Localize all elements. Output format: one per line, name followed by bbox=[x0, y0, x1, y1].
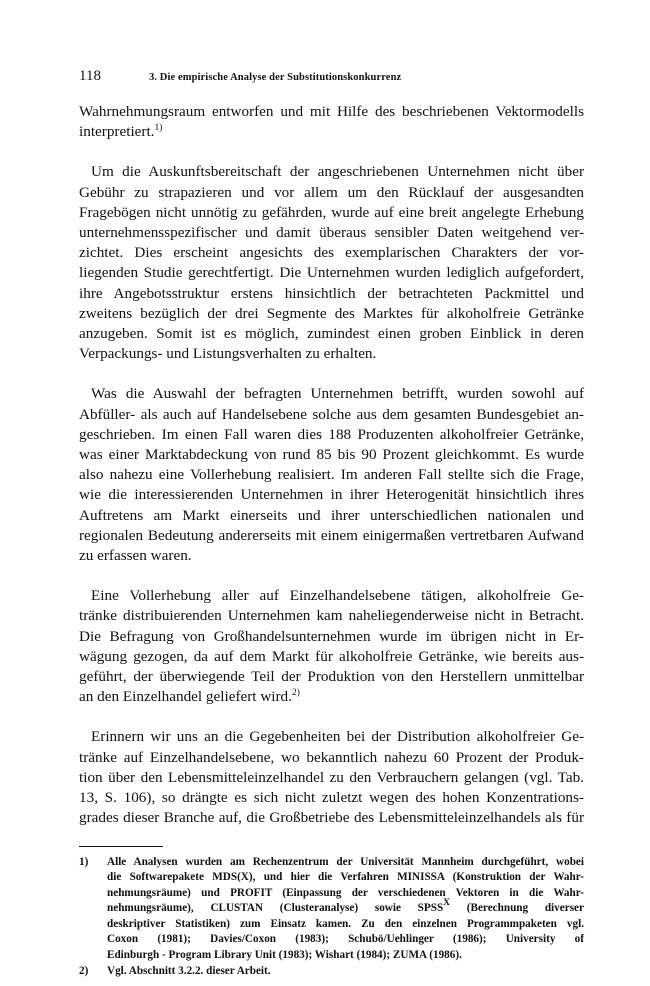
text-line: wägung gezogen, da auf dem Markt für alkoholfreie Getränke, wie bereits aus- bbox=[79, 647, 584, 665]
footnote-line: nehmungsräume) und PROFIT (Einpassung der verschiedenen Vektoren in die Wahr- bbox=[107, 886, 584, 899]
footnote-line: Vgl. Abschnitt 3.2.2. dieser Arbeit. bbox=[107, 964, 271, 977]
paragraph-5 bbox=[79, 727, 584, 828]
footnote-mark: 1) bbox=[79, 855, 89, 868]
paragraph-4 bbox=[79, 586, 584, 707]
text-line: interpretiert.$^{1)}$ bbox=[79, 123, 163, 141]
text-line: zu erfassen waren. bbox=[79, 547, 192, 565]
text-line: zichtet. Dies erscheint angesichts des exemplarischen Charakters der vor- bbox=[79, 244, 584, 262]
footnote-body bbox=[107, 855, 584, 964]
text-line: grades dieser Branche auf, die Großbetriebe des Lebensmitteleinzelhandels als für bbox=[79, 809, 584, 827]
text-line: Wahrnehmungsraum entworfen und mit Hilfe des beschriebenen Vektormodells bbox=[79, 103, 584, 120]
footnote-ref-2: 2) bbox=[291, 688, 300, 699]
page-header bbox=[79, 68, 584, 88]
text-line: Abfüller- als auch auf Handelsebene solche aus dem gesamten Bundesgebiet an- bbox=[79, 405, 584, 423]
text-line: 13, S. 106), so drängte es sich nicht zuletzt wegen des hohen Konzentrations- bbox=[79, 789, 584, 807]
text-line: Was die Auswahl der befragten Unternehmen betrifft, wurden sowohl auf bbox=[91, 385, 584, 403]
paragraph-1 bbox=[79, 102, 584, 142]
footnote-2 bbox=[79, 964, 584, 980]
text-line: Gebühr zu strapazieren und vor allem um den Rücklauf der ausgesandten bbox=[79, 183, 584, 201]
footnote-line: die Softwarepakete MDS(X), und hier die Verfahren MINISSA (Konstruktion der Wahr- bbox=[107, 871, 584, 884]
text-line: geschrieben. Im einen Fall waren dies 188 Produzenten alkoholfreier Getränke, bbox=[79, 425, 584, 443]
footnote-line: nehmungsräume), CLUSTAN (Clusteranalyse) sowie $SPSS^X$ (Berechnung diverser bbox=[107, 898, 584, 915]
text-line: tränke distribuierenden Unternehmen kam naheliegenderweise nicht in Betracht. bbox=[79, 607, 584, 625]
text-line: ihre Angebotsstruktur erstens hinsichtlich der betrachteten Packmittel und bbox=[79, 284, 584, 302]
text-line: anzugeben. Somit ist es möglich, zumindest einen groben Einblick in deren bbox=[79, 325, 584, 343]
text-line: Erinnern wir uns an die Gegebenheiten bei der Distribution alkoholfreier Ge- bbox=[91, 728, 584, 746]
text-line: zweitens bezüglich der drei Segmente des Marktes für alkoholfreie Getränke bbox=[79, 304, 584, 322]
text-line: also nahezu eine Vollerhebung realisiert. Im anderen Fall stellte sich die Frage, bbox=[79, 466, 584, 484]
text-line: wie die interessierenden Unternehmen in ihrer Heterogenität hinsichtlich ihres bbox=[79, 486, 584, 504]
text-line: liegenden Studie gerechtfertigt. Die Unternehmen wurden lediglich aufgefordert, bbox=[79, 264, 584, 282]
text-line: Um die Auskunftsbereitschaft der angeschriebenen Unternehmen nicht über bbox=[91, 163, 584, 181]
text-line: Auftretens am Markt einerseits und ihrer unterschiedlichen nationalen und bbox=[79, 506, 584, 524]
page-number: 118 bbox=[79, 68, 101, 84]
text-line: Eine Vollerhebung aller auf Einzelhandelsebene tätigen, alkoholfreie Ge- bbox=[91, 587, 584, 605]
footnote-mark: 2) bbox=[79, 964, 89, 977]
text-line: unternehmensspezifischer und damit überaus sensibler Daten weitgehend ver- bbox=[79, 224, 584, 242]
footnote-line: Edinburgh - Program Library Unit (1983); Wishart (1984); ZUMA (1986). bbox=[107, 949, 462, 962]
book-page bbox=[79, 68, 584, 979]
paragraph-3 bbox=[79, 384, 584, 566]
text-line: Die Befragung von Großhandelsunternehmen wurde im übrigen nicht in Er- bbox=[79, 627, 584, 645]
footnote-line: Alle Analysen wurden am Rechenzentrum der Universität Mannheim durchgeführt, wobei bbox=[107, 855, 584, 868]
footnote-separator bbox=[79, 846, 163, 847]
footnote-ref-1: 1) bbox=[154, 123, 163, 134]
text-line: Verpackungs- und Listungsverhalten zu erhalten. bbox=[79, 345, 377, 363]
footnote-body bbox=[107, 964, 584, 980]
text-line: regionalen Bedeutung andererseits mit einem einigermaßen vertretbaren Aufwand bbox=[79, 526, 584, 544]
text-line: geführt, der überwiegende Teil der Produktion von den Herstellern unmittelbar bbox=[79, 668, 584, 686]
footnote-1 bbox=[79, 855, 584, 964]
footnote-line: deskriptiver Statistiken) zum Einsatz kamen. Zu den einzelnen Programmpaketen vgl. bbox=[107, 917, 584, 930]
paragraph-2 bbox=[79, 162, 584, 364]
text-line: was einer Marktabdeckung von rund 85 bis 90 Prozent gleichkommt. Es wurde bbox=[79, 446, 584, 464]
running-head: 3. Die empirische Analyse der Substitutionskonkurrenz bbox=[149, 72, 402, 83]
footnote-line: Coxon (1981); Davies/Coxon (1983); Schubö/Uehlinger (1986); University of bbox=[107, 933, 584, 946]
text-line: tränke auf Einzelhandelsebene, wo bekanntlich nahezu 60 Prozent der Produk- bbox=[79, 748, 584, 766]
text-line: tion über den Lebensmitteleinzelhandel zu den Verbrauchern gelangen (vgl. Tab. bbox=[79, 768, 584, 786]
text-line: Fragebögen nicht unnötig zu gefährden, wurde auf eine breit angelegte Erhebung bbox=[79, 203, 584, 221]
text-line: an den Einzelhandel geliefert wird.$^{2)}$ bbox=[79, 688, 300, 706]
